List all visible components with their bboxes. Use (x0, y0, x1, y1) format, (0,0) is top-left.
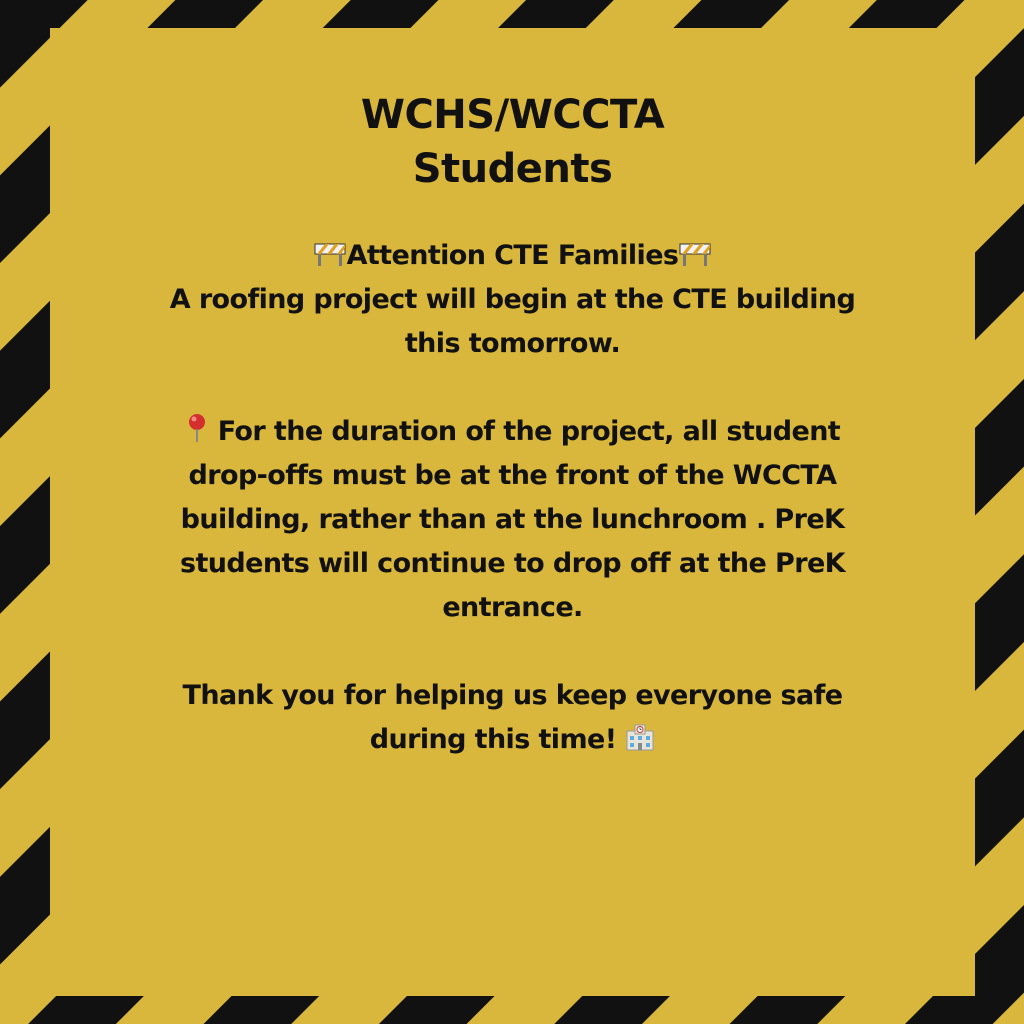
page-title (50, 28, 975, 196)
dropoff-line-1 (50, 410, 975, 454)
notice-body (50, 234, 975, 762)
attention-heading: Attention CTE Families (346, 240, 679, 271)
notice-line-1: A roofing project will begin at the CTE building (169, 284, 856, 315)
notice-content (50, 28, 975, 806)
attention-paragraph (50, 234, 975, 366)
dropoff-line-3: building, rather than at the lunchroom . PreK (180, 504, 845, 535)
dropoff-line-4: students will continue to drop off at the PreK (180, 548, 845, 579)
construction-barrier-icon (678, 241, 712, 267)
closing-text-2: during this time! (369, 724, 617, 755)
round-pushpin-icon (185, 413, 209, 443)
title-line-1: WCHS/WCCTA (360, 92, 665, 138)
attention-line (50, 234, 975, 278)
closing-paragraph (50, 674, 975, 762)
title-line-2: Students (412, 146, 613, 192)
dropoff-line-5: entrance. (442, 592, 583, 623)
school-building-icon (625, 723, 655, 751)
construction-barrier-icon (313, 241, 347, 267)
notice-line-2: this tomorrow. (404, 328, 621, 359)
closing-line-1: Thank you for helping us keep everyone safe (182, 680, 843, 711)
dropoff-text-1: For the duration of the project, all student (217, 416, 841, 447)
dropoff-line-2: drop-offs must be at the front of the WCCTA (188, 460, 837, 491)
closing-line-2 (50, 718, 975, 762)
dropoff-paragraph (50, 410, 975, 630)
